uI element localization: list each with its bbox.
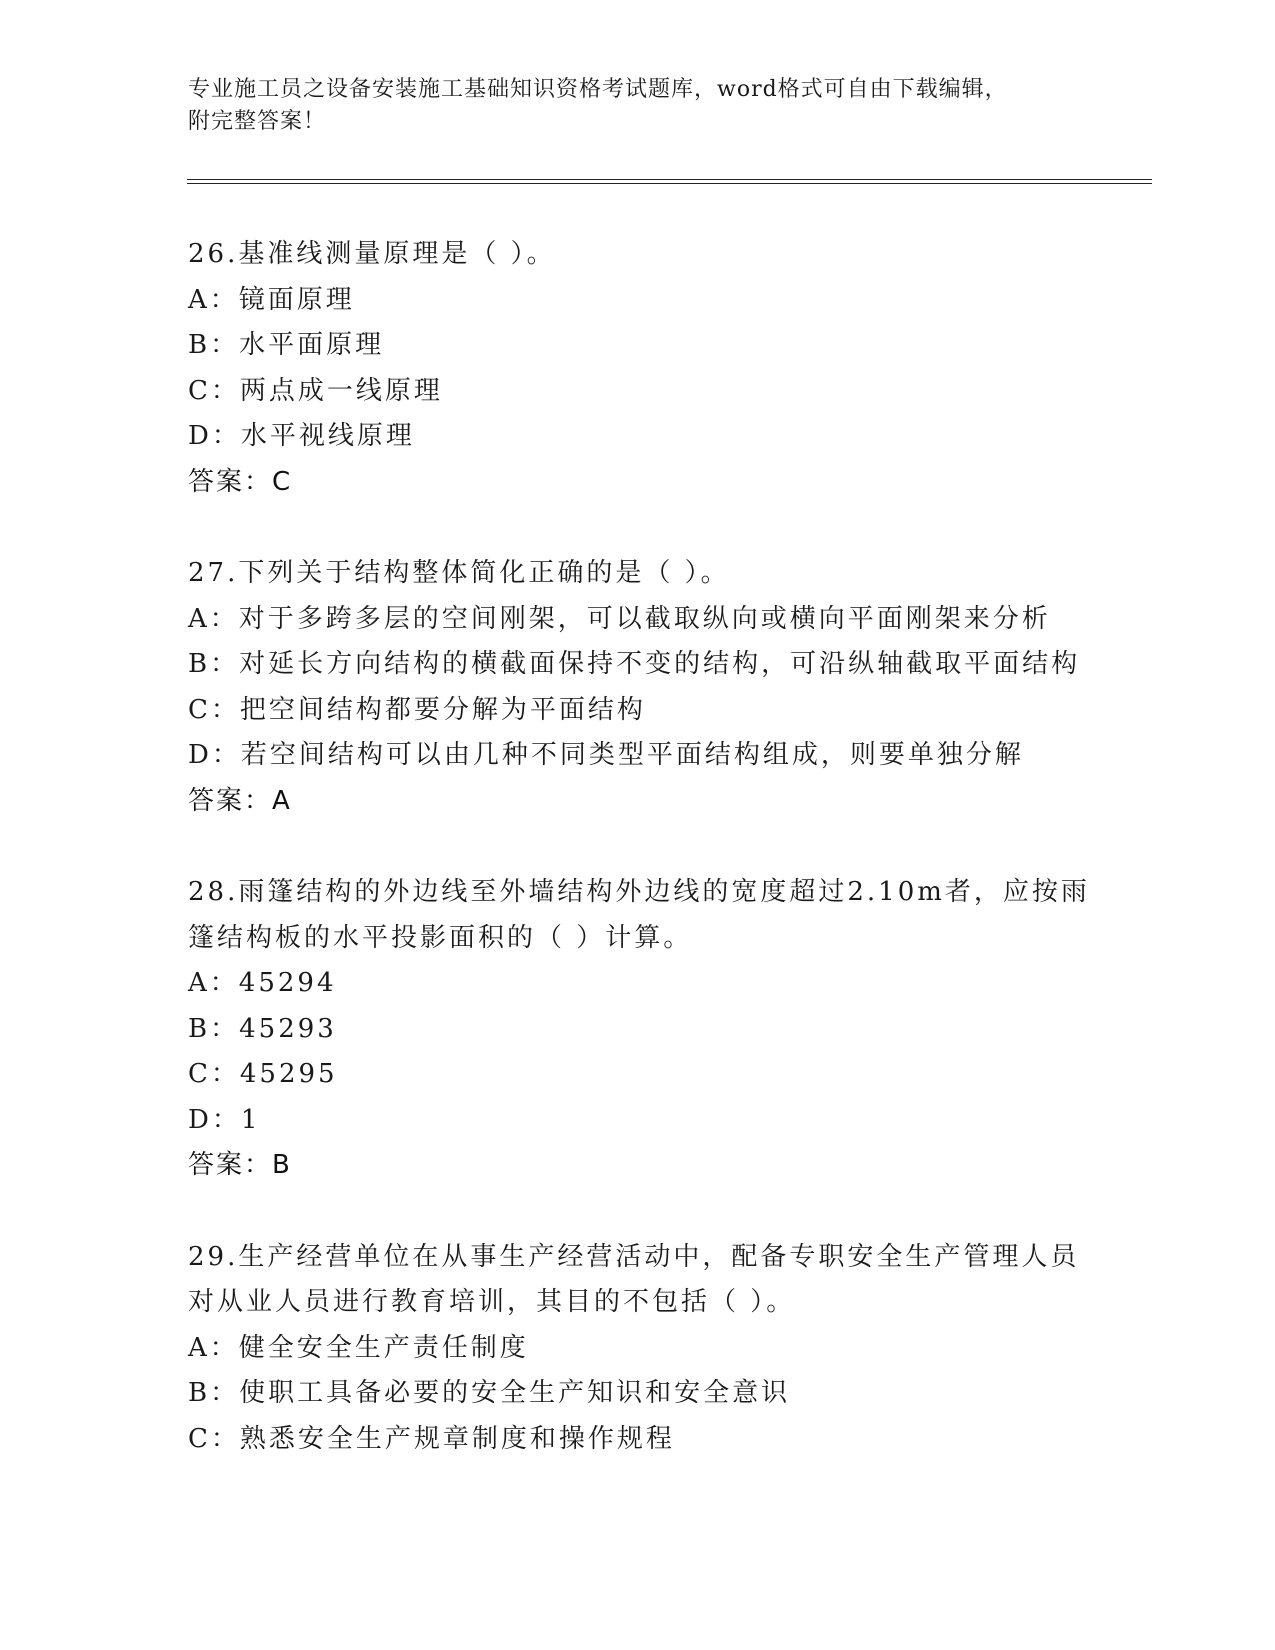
- option-b: B：45293: [188, 1013, 337, 1044]
- option-b: B：对延长方向结构的横截面保持不变的结构，可沿纵轴截取平面结构: [188, 649, 1081, 679]
- question-spacer: [188, 824, 1088, 870]
- question-spacer: [188, 1189, 1088, 1235]
- option-c: C：把空间结构都要分解为平面结构: [188, 694, 646, 725]
- question-29: [188, 1235, 1088, 1463]
- option-d: D：1: [188, 1104, 261, 1135]
- option-c: C：45295: [188, 1059, 338, 1089]
- option-a: A：对于多跨多层的空间刚架，可以截取纵向或横向平面刚架来分析: [188, 603, 1051, 634]
- header-divider-top: [187, 179, 1152, 180]
- question-stem-line-2: 篷结构板的水平投影面积的（ ）计算。: [188, 922, 693, 953]
- question-stem: 27.下列关于结构整体简化正确的是（ ）。: [188, 558, 730, 588]
- header-line-1: 专业施工员之设备安装施工基础知识资格考试题库，word格式可自由下载编辑，: [188, 77, 1008, 102]
- option-d: D：若空间结构可以由几种不同类型平面结构组成，则要单独分解: [188, 740, 1024, 770]
- document-header: [188, 74, 1068, 138]
- header-divider-bottom: [187, 183, 1152, 184]
- option-b: B：水平面原理: [188, 330, 385, 360]
- answer-line: 答案：A: [188, 785, 292, 816]
- question-stem-line-2: 对从业人员进行教育培训，其目的不包括（ ）。: [188, 1287, 796, 1317]
- question-27: [188, 551, 1088, 824]
- answer-line: 答案：C: [188, 466, 293, 497]
- option-d: D：水平视线原理: [188, 421, 415, 451]
- question-26: [188, 232, 1088, 505]
- question-stem-line-1: 29.生产经营单位在从事生产经营活动中，配备专职安全生产管理人员: [188, 1241, 1080, 1272]
- question-stem-line-1: 28.雨篷结构的外边线至外墙结构外边线的宽度超过2.10m者，应按雨: [188, 877, 1090, 907]
- option-a: A：镜面原理: [188, 284, 355, 315]
- option-c: C：熟悉安全生产规章制度和操作规程: [188, 1423, 675, 1454]
- option-a: A：45294: [188, 968, 337, 998]
- header-line-2: 附完整答案！: [188, 109, 327, 134]
- question-stem: 26.基准线测量原理是（ ）。: [188, 239, 556, 269]
- option-c: C：两点成一线原理: [188, 375, 443, 406]
- question-list: [188, 232, 1088, 1462]
- question-28: [188, 870, 1088, 1189]
- option-b: B：使职工具备必要的安全生产知识和安全意识: [188, 1378, 791, 1408]
- question-spacer: [188, 505, 1088, 551]
- option-a: A：健全安全生产责任制度: [188, 1332, 529, 1363]
- answer-line: 答案：B: [188, 1150, 292, 1180]
